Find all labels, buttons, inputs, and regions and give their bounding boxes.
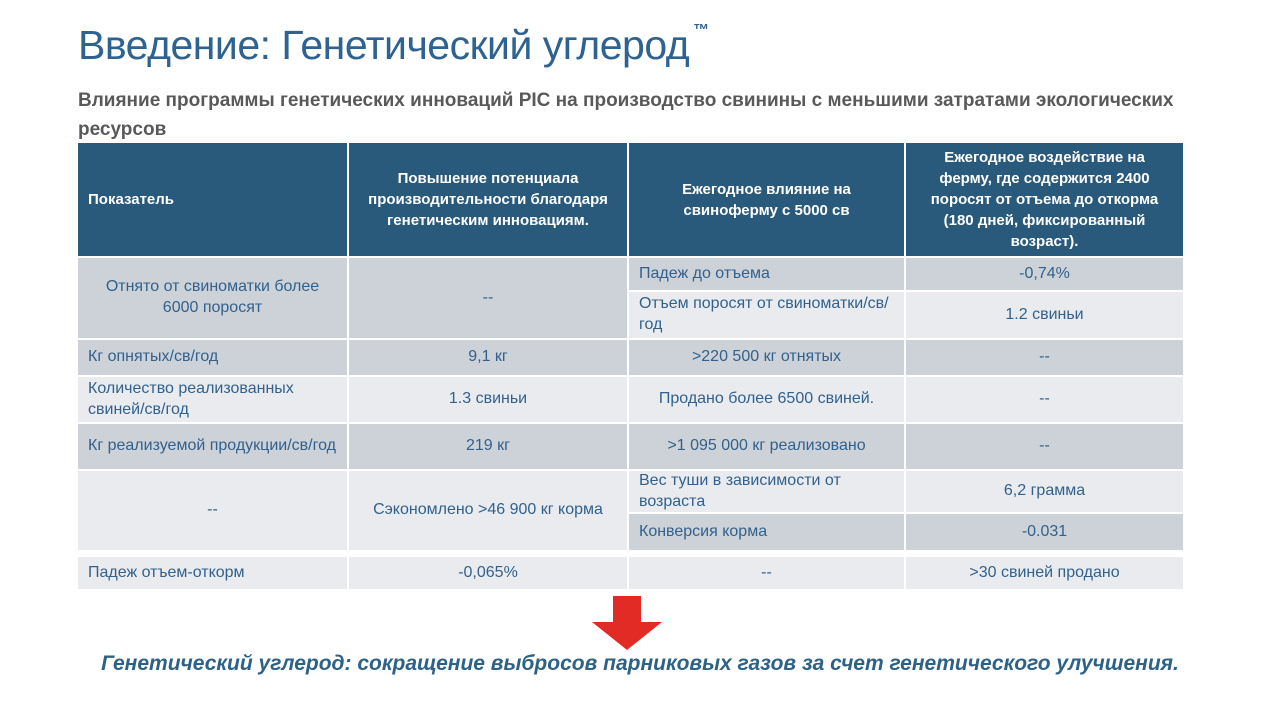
conclusion-text: Генетический углерод: сокращение выбросов парниковых газов за счет генетического улучшения. xyxy=(101,652,1179,675)
table-cell-value: 219 кг xyxy=(349,424,627,469)
table-cell-value: 9,1 кг xyxy=(349,340,627,375)
table-cell-merged: Отнято от свиноматки более 6000 поросят xyxy=(78,258,347,338)
table-row-label: Падеж до отъема xyxy=(629,258,904,290)
table-header-potential: Повышение потенциала производительности благодаря генетическим инновациям. xyxy=(349,143,627,256)
table-cell-value: -- xyxy=(629,557,904,589)
table-header-wean-finish-farm: Ежегодное воздействие на ферму, где содержится 2400 поросят от отъема до откорма (180 дней, фиксированный возраст). xyxy=(906,143,1183,256)
down-arrow-icon xyxy=(592,596,662,650)
table-cell-value: 1.2 свиньи xyxy=(906,292,1183,338)
trademark-symbol: ™ xyxy=(693,22,709,39)
table-cell-value: -0,065% xyxy=(349,557,627,589)
table-cell-merged: Сэкономлено >46 900 кг корма xyxy=(349,471,627,550)
table-cell-value: -- xyxy=(906,377,1183,422)
table-cell-merged: -- xyxy=(349,258,627,338)
table-cell-value: >220 500 кг отнятых xyxy=(629,340,904,375)
table-cell-value: -0.031 xyxy=(906,514,1183,550)
table-cell-value: >30 свиней продано xyxy=(906,557,1183,589)
table-header-indicator: Показатель xyxy=(78,143,347,256)
slide-subtitle: Влияние программы генетических инноваций PIC на производство свинины с меньшими затратами экологических ресурсов xyxy=(78,90,1174,141)
table-row-label: Кг опнятых/св/год xyxy=(78,340,347,375)
table-row-label: Кг реализуемой продукции/св/год xyxy=(78,424,347,469)
table-cell-value: 1.3 свиньи xyxy=(349,377,627,422)
table-cell-merged: -- xyxy=(78,471,347,550)
table-row-label: Отъем поросят от свиноматки/св/год xyxy=(629,292,904,338)
table-row-label: Падеж отъем-откорм xyxy=(78,557,347,589)
table-cell-value: >1 095 000 кг реализовано xyxy=(629,424,904,469)
page-title-text: Введение: Генетический углерод xyxy=(78,22,690,68)
table-cell-value: 6,2 грамма xyxy=(906,471,1183,512)
table-row-label: Вес туши в зависимости от возраста xyxy=(629,471,904,512)
table-header-sow-farm: Ежегодное влияние на свиноферму с 5000 св xyxy=(629,143,904,256)
table-row-gap xyxy=(78,552,1183,555)
table-row-label: Конверсия корма xyxy=(629,514,904,550)
table-cell-value: -- xyxy=(906,424,1183,469)
table-cell-value: -- xyxy=(906,340,1183,375)
page-title xyxy=(78,22,709,69)
impact-table xyxy=(78,143,1183,589)
table-cell-value: Продано более 6500 свиней. xyxy=(629,377,904,422)
table-cell-value: -0,74% xyxy=(906,258,1183,290)
table-row-label: Количество реализованных свиней/св/год xyxy=(78,377,347,422)
